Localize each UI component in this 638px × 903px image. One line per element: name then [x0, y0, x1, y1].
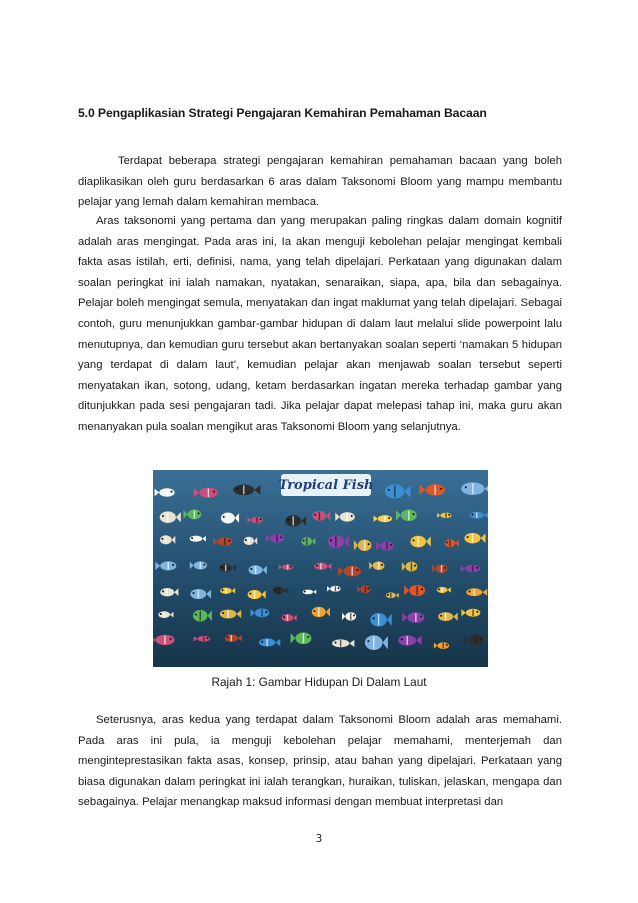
- poster-title: Tropical Fish: [278, 478, 374, 493]
- fish-eye: [191, 537, 193, 539]
- fish-eye: [446, 541, 448, 543]
- fish-eye: [334, 642, 336, 644]
- fish-eye: [388, 517, 390, 519]
- fish-eye: [160, 613, 162, 615]
- fish-eye: [249, 593, 251, 595]
- fish-eye: [221, 566, 223, 568]
- figure-caption: Rajah 1: Gambar Hidupan Di Dalam Laut: [211, 675, 427, 689]
- fish-eye: [265, 611, 267, 613]
- fish-eye: [260, 518, 262, 520]
- fish-eye: [261, 641, 263, 643]
- fish-eye: [304, 590, 306, 592]
- section-heading: 5.0 Pengaplikasian Strategi Pengajaran Kemahiran Pemahaman Bacaan: [78, 106, 487, 120]
- fish-eye: [228, 540, 230, 542]
- fish-eye: [413, 513, 415, 515]
- fish-eye: [440, 488, 442, 490]
- fish-eye: [414, 565, 416, 567]
- fish-eye: [471, 513, 473, 515]
- fish-eye: [468, 590, 470, 592]
- fish-eye: [314, 610, 316, 612]
- fish-eye: [283, 616, 285, 618]
- fish-eye: [421, 588, 423, 590]
- fish-eye: [381, 564, 383, 566]
- fish-eye: [467, 536, 469, 538]
- fish-eye: [221, 589, 223, 591]
- fish-eye: [373, 617, 375, 619]
- fish-eye: [440, 615, 442, 617]
- fish-eye: [479, 638, 481, 640]
- fish-eye: [448, 514, 450, 516]
- fish-eye: [245, 539, 247, 541]
- fish-eye: [307, 636, 309, 638]
- fish-eye: [387, 594, 389, 596]
- fish-eye: [367, 640, 369, 642]
- fish-eye: [274, 589, 276, 591]
- tropical-fish-poster: [153, 470, 488, 667]
- fish-eye: [236, 488, 238, 490]
- fish-eye: [390, 544, 392, 546]
- page-number: 3: [315, 833, 323, 845]
- poster-illustration: [153, 470, 488, 667]
- fish-eye: [330, 539, 332, 541]
- fish-eye: [161, 538, 163, 540]
- paragraph-understanding: Seterusnya, aras kedua yang terdapat dalam Taksonomi Bloom adalah aras memahami. Pada aras ini pula, ia menguji kebolehan pelajar memahami, menterjemah dan menginteprestasikan fakta asas, konsep, prinsip, atau bahan yang dipelajari. Perkataan yang biasa digunakan dalam peringkat ini ialah terangkan, huraikan, tuliskan, jelaskan, mengapa dan sebagainya. Pelajar menangkap maksud informasi dengan membuat interpretasi dan: [78, 714, 562, 809]
- fish-eye: [357, 569, 359, 571]
- fish-eye: [401, 638, 403, 640]
- fish-eye: [250, 568, 252, 570]
- fish-eye: [438, 588, 440, 590]
- fish-eye: [476, 567, 478, 569]
- fish-eye: [198, 512, 200, 514]
- fish-eye: [367, 588, 369, 590]
- fish-eye: [213, 491, 215, 493]
- fish-eye: [207, 637, 209, 639]
- fish-eye: [203, 564, 205, 566]
- fish-eye: [465, 486, 467, 488]
- fish-eye: [171, 491, 173, 493]
- fish-eye: [420, 615, 422, 617]
- paragraph-remembering: Aras taksonomi yang pertama dan yang merupakan paling ringkas dalam domain kognitif adalah aras mengingat. Pada aras ini, Ia akan menguji kebolehan pelajar mengingat kembali fakta asas istilah, erti, definisi, nama, yang telah dipelajari. Perkataan yang digunakan dalam soalan peringkat ini ialah namakan, nyatakan, senaraikan, siapa, apa, bila dan sebagainya. Pelajar boleh mengingat semula, menyatakan dan ingat maklumat yang telah dipelajari. Sebagai contoh, guru menunjukkan gambar-gambar hidupan di dalam laut melalui slide powerpoint lalu menutupnya, dan kemudian guru tersebut akan bertanyakan soalan seperti ‘namakan 5 hidupan yang terdapat di dalam laut’, kemudian pelajar akan menjawab soalan tersebut seperti menyatakan ikan, sotong, udang, ketam berdasarkan ingatan mereka terhadap gambar yang ditunjukkan pada sesi pengajaran tadi. Jika pelajar dapat melepasi tahap ini, maka guru akan menanyakan pula soalan mengikut aras Taksonomi Bloom yang selanjutnya.: [78, 215, 562, 433]
- fish-eye: [222, 612, 224, 614]
- fish-eye: [290, 566, 292, 568]
- fish-eye: [226, 636, 228, 638]
- fish-eye: [162, 590, 164, 592]
- fish-eye: [162, 515, 164, 517]
- fish-eye: [338, 587, 340, 589]
- fish-eye: [444, 567, 446, 569]
- fish-eye: [172, 564, 174, 566]
- fish-eye: [223, 516, 225, 518]
- fish-eye: [287, 519, 289, 521]
- fish-eye: [195, 614, 197, 616]
- fish-eye: [388, 489, 390, 491]
- fish-eye: [351, 515, 353, 517]
- fish-eye: [314, 514, 316, 516]
- fish-eye: [303, 540, 305, 542]
- fish-eye: [316, 565, 318, 567]
- fish-eye: [170, 638, 172, 640]
- fish-eye: [476, 611, 478, 613]
- fish-eye: [280, 536, 282, 538]
- fish-eye: [368, 543, 370, 545]
- paragraph-intro: Terdapat beberapa strategi pengajaran kemahiran pemahaman bacaan yang boleh diaplikasikan oleh guru berdasarkan 6 aras dalam Taksonomi Bloom yang mampu membantu pelajar yang lemah dalam kemahiran membaca.: [78, 155, 562, 209]
- fish-eye: [446, 644, 448, 646]
- fish-eye: [353, 615, 355, 617]
- fish-eye: [412, 539, 414, 541]
- fish-eye: [192, 592, 194, 594]
